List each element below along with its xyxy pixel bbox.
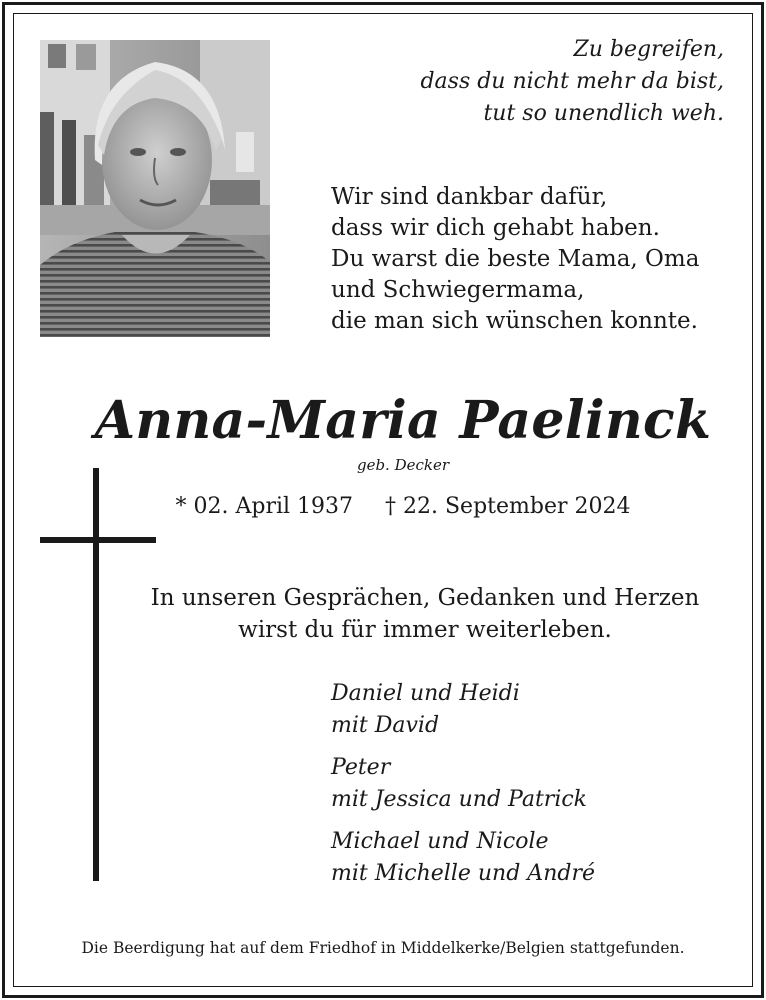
quote-line: Zu begreifen, (573, 37, 724, 62)
birth-date: * 02. April 1937 (175, 494, 354, 519)
life-dates (0, 492, 766, 522)
family-line: Daniel und Heidi (331, 681, 520, 706)
gratitude-line: dass wir dich gehabt haben. (331, 215, 660, 241)
cross-icon-bar (40, 537, 156, 543)
family-group (331, 752, 595, 816)
gratitude-line: Du warst die beste Mama, Oma (331, 246, 700, 272)
portrait-photo (40, 40, 270, 337)
family-line: Peter (331, 755, 391, 780)
closing-line: wirst du für immer weiterleben. (238, 617, 612, 643)
gratitude-text (331, 182, 699, 337)
deceased-name: Anna-Maria Paelinck (94, 390, 712, 451)
gratitude-line: die man sich wünschen konnte. (331, 308, 698, 334)
cross-icon (93, 468, 99, 881)
family-line: mit David (331, 713, 440, 738)
burial-notice: Die Beerdigung hat auf dem Friedhof in Middelkerke/Belgien stattgefunden. (81, 939, 685, 957)
closing-line: In unseren Gesprächen, Gedanken und Herzen (150, 585, 700, 611)
family-line: Michael und Nicole (331, 829, 549, 854)
family-line: mit Jessica und Patrick (331, 787, 588, 812)
quote-line: tut so unendlich weh. (483, 101, 724, 126)
death-date: † 22. September 2024 (385, 494, 631, 519)
maiden-name: geb. Decker (356, 456, 450, 474)
family-signatures (331, 678, 595, 900)
family-group (331, 678, 595, 742)
portrait-illustration (40, 40, 270, 337)
gratitude-line: und Schwiegermama, (331, 277, 585, 303)
quote-verse (420, 34, 724, 130)
quote-line: dass du nicht mehr da bist, (420, 69, 724, 94)
family-group (331, 826, 595, 890)
gratitude-line: Wir sind dankbar dafür, (331, 184, 608, 210)
family-line: mit Michelle und André (331, 861, 595, 886)
closing-text (40, 582, 766, 646)
